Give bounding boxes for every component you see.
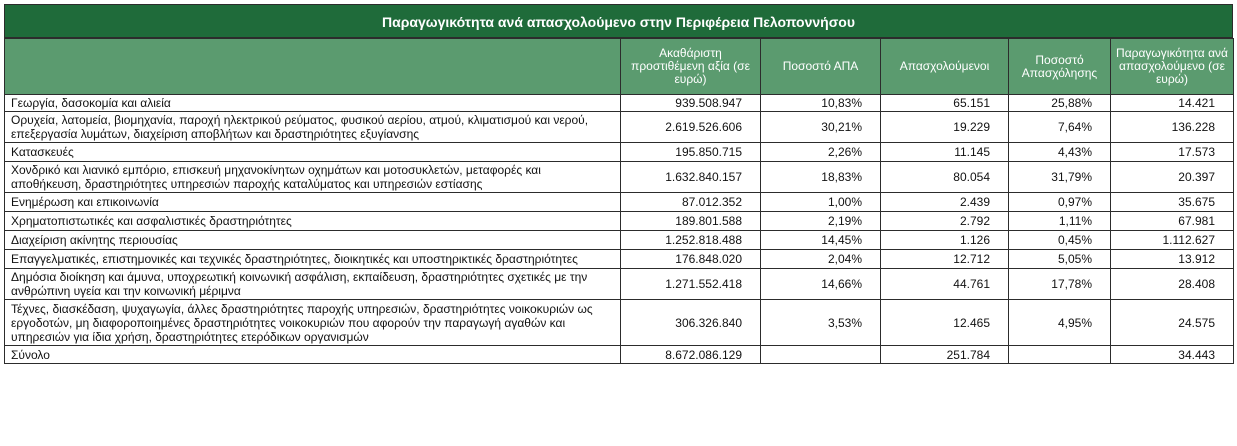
- table-row: [5, 250, 1234, 269]
- cell-gva-pct: [761, 346, 881, 364]
- cell-employed-pct: 4,95%: [1009, 300, 1111, 346]
- cell-category: Σύνολο: [5, 346, 621, 364]
- cell-productivity: 34.443: [1111, 346, 1234, 364]
- cell-employed-pct: [1009, 346, 1111, 364]
- cell-productivity: 20.397: [1111, 162, 1234, 193]
- cell-category: Γεωργία, δασοκομία και αλιεία: [5, 95, 621, 112]
- productivity-table-container: [4, 4, 1233, 364]
- cell-category: Επαγγελματικές, επιστημονικές και τεχνικές δραστηριότητες, διοικητικές και υποστηρικτικές δραστηριότητες: [5, 250, 621, 269]
- table-row: [5, 95, 1234, 112]
- cell-gva-pct: 3,53%: [761, 300, 881, 346]
- table-title: Παραγωγικότητα ανά απασχολούμενο στην Περιφέρεια Πελοποννήσου: [4, 4, 1233, 38]
- cell-employed-pct: 5,05%: [1009, 250, 1111, 269]
- cell-productivity: 28.408: [1111, 269, 1234, 300]
- cell-gva: 2.619.526.606: [621, 112, 761, 143]
- header-category: [5, 39, 621, 95]
- cell-category: Δημόσια διοίκηση και άμυνα, υποχρεωτική κοινωνική ασφάλιση, εκπαίδευση, δραστηριότητες σχετικές με την ανθρώπινη υγεία και την κοινωνική μέριμνα: [5, 269, 621, 300]
- cell-employed-pct: 0,97%: [1009, 193, 1111, 212]
- table-row: [5, 269, 1234, 300]
- cell-gva: 939.508.947: [621, 95, 761, 112]
- cell-gva: 195.850.715: [621, 143, 761, 162]
- cell-employed: 12.712: [881, 250, 1009, 269]
- table-row: [5, 193, 1234, 212]
- cell-employed-pct: 4,43%: [1009, 143, 1111, 162]
- cell-employed: 12.465: [881, 300, 1009, 346]
- table-row: [5, 143, 1234, 162]
- cell-category: Τέχνες, διασκέδαση, ψυχαγωγία, άλλες δραστηριότητες παροχής υπηρεσιών, δραστηριότητες νοικοκυριών ως εργοδοτών, μη διαφοροποιημένες δραστηριότητες νοικοκυριών που αφορούν την παραγωγή αγαθών και υπηρεσιών για ίδια χρήση, δραστηριότητες ετερόδικων οργανισμών: [5, 300, 621, 346]
- header-employed-pct: Ποσοστό Απασχόλησης: [1009, 39, 1111, 95]
- cell-employed: 2.792: [881, 212, 1009, 231]
- cell-category: Διαχείριση ακίνητης περιουσίας: [5, 231, 621, 250]
- cell-category: Χρηματοπιστωτικές και ασφαλιστικές δραστηριότητες: [5, 212, 621, 231]
- cell-gva: 189.801.588: [621, 212, 761, 231]
- cell-employed: 80.054: [881, 162, 1009, 193]
- cell-category: Κατασκευές: [5, 143, 621, 162]
- cell-productivity: 35.675: [1111, 193, 1234, 212]
- cell-gva-pct: 2,26%: [761, 143, 881, 162]
- table-row: [5, 231, 1234, 250]
- cell-employed-pct: 31,79%: [1009, 162, 1111, 193]
- cell-productivity: 24.575: [1111, 300, 1234, 346]
- cell-gva-pct: 18,83%: [761, 162, 881, 193]
- cell-category: Ορυχεία, λατομεία, βιομηχανία, παροχή ηλεκτρικού ρεύματος, φυσικού αερίου, ατμού, κλιματισμού και νερού, επεξεργασία λυμάτων, διαχείριση αποβλήτων και δραστηριότητες εξυγίανσης: [5, 112, 621, 143]
- header-employed: Απασχολούμενοι: [881, 39, 1009, 95]
- table-row: [5, 212, 1234, 231]
- cell-employed: 1.126: [881, 231, 1009, 250]
- cell-gva: 1.252.818.488: [621, 231, 761, 250]
- cell-productivity: 14.421: [1111, 95, 1234, 112]
- productivity-table: [4, 38, 1234, 364]
- cell-employed-pct: 7,64%: [1009, 112, 1111, 143]
- cell-gva: 8.672.086.129: [621, 346, 761, 364]
- table-row: [5, 300, 1234, 346]
- cell-productivity: 1.112.627: [1111, 231, 1234, 250]
- cell-employed: 44.761: [881, 269, 1009, 300]
- header-gva: Ακαθάριστη προστιθέμενη αξία (σε ευρώ): [621, 39, 761, 95]
- cell-employed-pct: 1,11%: [1009, 212, 1111, 231]
- cell-gva: 306.326.840: [621, 300, 761, 346]
- cell-gva-pct: 14,45%: [761, 231, 881, 250]
- cell-gva: 1.632.840.157: [621, 162, 761, 193]
- cell-gva-pct: 10,83%: [761, 95, 881, 112]
- cell-employed: 11.145: [881, 143, 1009, 162]
- cell-employed: 65.151: [881, 95, 1009, 112]
- table-row: [5, 112, 1234, 143]
- cell-productivity: 17.573: [1111, 143, 1234, 162]
- header-row: [5, 39, 1234, 95]
- cell-gva: 176.848.020: [621, 250, 761, 269]
- cell-gva: 87.012.352: [621, 193, 761, 212]
- cell-employed: 19.229: [881, 112, 1009, 143]
- table-body: [5, 95, 1234, 364]
- cell-gva-pct: 1,00%: [761, 193, 881, 212]
- cell-gva-pct: 2,04%: [761, 250, 881, 269]
- cell-gva-pct: 2,19%: [761, 212, 881, 231]
- cell-category: Χονδρικό και λιανικό εμπόριο, επισκευή μηχανοκίνητων οχημάτων και μοτοσυκλετών, μεταφορές και αποθήκευση, δραστηριότητες υπηρεσιών παροχής καταλύματος και υπηρεσιών εστίασης: [5, 162, 621, 193]
- cell-employed-pct: 0,45%: [1009, 231, 1111, 250]
- cell-employed-pct: 17,78%: [1009, 269, 1111, 300]
- total-row: [5, 346, 1234, 364]
- cell-gva: 1.271.552.418: [621, 269, 761, 300]
- cell-productivity: 13.912: [1111, 250, 1234, 269]
- cell-gva-pct: 30,21%: [761, 112, 881, 143]
- header-gva-pct: Ποσοστό ΑΠΑ: [761, 39, 881, 95]
- table-row: [5, 162, 1234, 193]
- cell-category: Ενημέρωση και επικοινωνία: [5, 193, 621, 212]
- cell-productivity: 136.228: [1111, 112, 1234, 143]
- cell-employed: 2.439: [881, 193, 1009, 212]
- cell-employed: 251.784: [881, 346, 1009, 364]
- cell-gva-pct: 14,66%: [761, 269, 881, 300]
- header-productivity: Παραγωγικότητα ανά απασχολούμενο (σε ευρώ): [1111, 39, 1234, 95]
- cell-employed-pct: 25,88%: [1009, 95, 1111, 112]
- cell-productivity: 67.981: [1111, 212, 1234, 231]
